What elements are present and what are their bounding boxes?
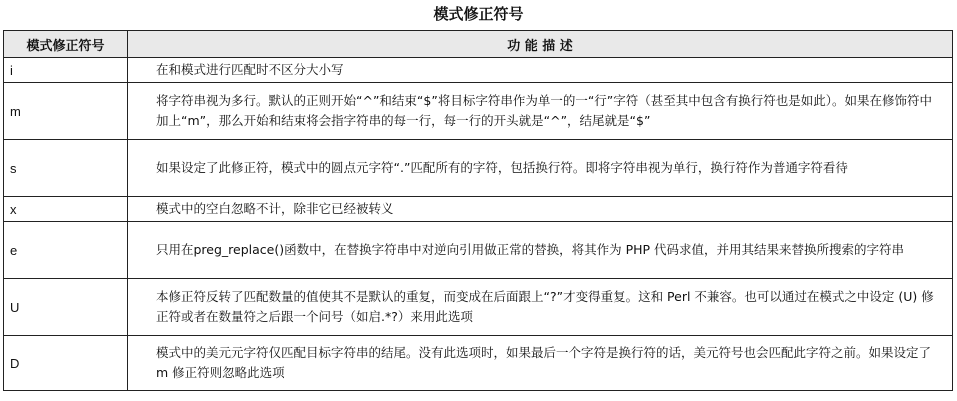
header-modifier: 模式修正符号 — [4, 31, 128, 58]
table-row — [4, 140, 953, 197]
description-cell: 将字符串视为多行。默认的正则开始“^”和结束“$”将目标字符串作为单一的一“行”字符（甚至其中包含有换行符也是如此）。如果在修饰符中加上“m”，那么开始和结束将会指字符串的每一行，每一行的开头就是“^”，结尾就是“$” — [128, 83, 953, 140]
table-row — [4, 336, 953, 391]
description-cell: 本修正符反转了匹配数量的值使其不是默认的重复，而变成在后面跟上“?”才变得重复。这和 Perl 不兼容。也可以通过在模式之中设定 (U) 修正符或者在数量符之后跟一个问号（如启.*?）来用此选项 — [128, 279, 953, 336]
description-cell: 模式中的空白忽略不计，除非它已经被转义 — [128, 197, 953, 222]
header-description: 功 能 描 述 — [128, 31, 953, 58]
table-row — [4, 197, 953, 222]
description-cell: 如果设定了此修正符，模式中的圆点元字符“.”匹配所有的字符，包括换行符。即将字符串视为单行，换行符作为普通字符看待 — [128, 140, 953, 197]
table-row — [4, 222, 953, 279]
description-cell: 在和模式进行匹配时不区分大小写 — [128, 58, 953, 83]
table-row — [4, 58, 953, 83]
description-cell: 模式中的美元元字符仅匹配目标字符串的结尾。没有此选项时，如果最后一个字符是换行符的话，美元符号也会匹配此字符之前。如果设定了 m 修正符则忽略此选项 — [128, 336, 953, 391]
description-cell: 只用在preg_replace()函数中，在替换字符串中对逆向引用做正常的替换，将其作为 PHP 代码求值，并用其结果来替换所搜索的字符串 — [128, 222, 953, 279]
modifier-cell: i — [4, 58, 128, 83]
modifier-cell: e — [4, 222, 128, 279]
table-row — [4, 83, 953, 140]
table-row — [4, 279, 953, 336]
modifier-cell: D — [4, 336, 128, 391]
modifier-cell: U — [4, 279, 128, 336]
modifier-table — [3, 30, 953, 391]
modifier-cell: s — [4, 140, 128, 197]
modifier-cell: x — [4, 197, 128, 222]
table-title: 模式修正符号 — [433, 5, 524, 23]
table-header-row — [4, 31, 953, 58]
modifier-cell: m — [4, 83, 128, 140]
